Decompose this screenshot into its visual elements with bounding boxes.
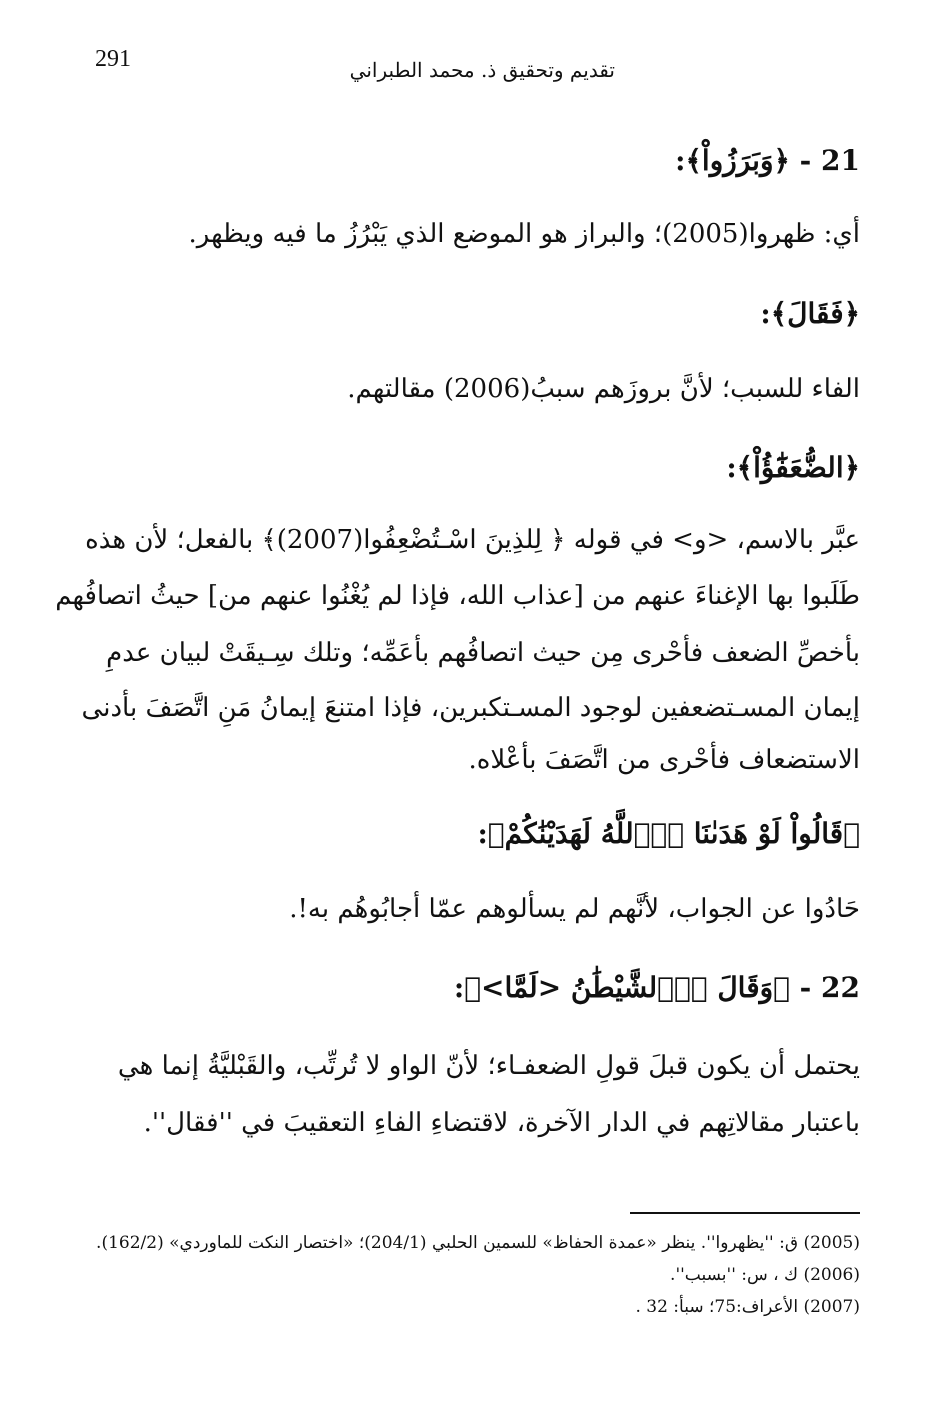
- text-line: بأخصِّ الضعف فأحْرى مِن حيث اتصافُهم بأعَمِّه؛ وتلك سِـيقَتْ لبيان عدمِ: [106, 638, 860, 668]
- heading-duafa: ﴿الضُّعَفَٰٓؤُاْ﴾:: [726, 451, 860, 484]
- footnote-separator: [630, 1212, 860, 1214]
- heading-faqal: ﴿فَقَالَ﴾:: [760, 297, 860, 330]
- running-title: تقديم وتحقيق ذ. محمد الطبراني: [349, 58, 615, 82]
- heading-qalu: ﴿قَالُواْ لَوْ هَدَىٰنَا اَ۬للَّهُ لَهَدَيْنَٰكُمْ﴾:: [477, 817, 860, 850]
- text-line: باعتبار مقالاتِهم في الدار الآخرة، لاقتضاءِ الفاءِ التعقيبَ في ''فقال''.: [143, 1108, 860, 1138]
- text-line: إيمان المسـتضعفين لوجود المسـتكبرين، فإذا امتنعَ إيمانُ مَنِ اتَّصَفَ بأدنى: [81, 693, 860, 723]
- text-line: الاستضعاف فأحْرى من اتَّصَفَ بأعْلاه.: [468, 745, 860, 775]
- text-line: أي: ظهروا(2005)؛ والبراز هو الموضع الذي يَبْرُزُ ما فيه ويظهر.: [188, 219, 860, 249]
- text-line: الفاء للسبب؛ لأنَّ بروزَهم سببُ(2006) مقالتهم.: [347, 374, 860, 404]
- text-line: حَادُوا عن الجواب، لأنَّهم لم يسألوهم عمّا أجابُوهُم به!.: [289, 894, 860, 924]
- footnote-2005: (2005) ق: ''يظهروا''. ينظر «عمدة الحفاظ» للسمين الحلبي (204/1)؛ «اختصار النكت للماوردي» (162/2).: [96, 1233, 860, 1253]
- text-line: عبَّر بالاسم، <و> في قوله ﴿ لِلذِينَ اسْـتُضْعِفُوا(2007)﴾ بالفعل؛ لأن هذه: [85, 525, 860, 555]
- text-line: طَلَبوا بها الإغناءَ عنهم من [عذاب الله، فإذا لم يُغْنُوا عنهم من] حيثُ اتصافُهم: [55, 581, 860, 611]
- footnote-2006: (2006) ك ، س: ''بسبب''.: [670, 1265, 860, 1285]
- heading-verse-21: 21 - ﴿وَبَرَزُواْ﴾:: [675, 144, 860, 177]
- heading-verse-22: 22 - ﴿وَقَالَ اَ۬لشَّيْطَٰنُ <لَمَّا>﴾:: [453, 971, 860, 1004]
- text-line: يحتمل أن يكون قبلَ قولِ الضعفـاء؛ لأنّ الواو لا تُرتِّب، والقَبْليَّةُ إنما هي: [117, 1051, 860, 1081]
- footnote-2007: (2007) الأعراف:75؛ سبأ: 32 .: [635, 1297, 860, 1317]
- page-number: 291: [95, 46, 131, 72]
